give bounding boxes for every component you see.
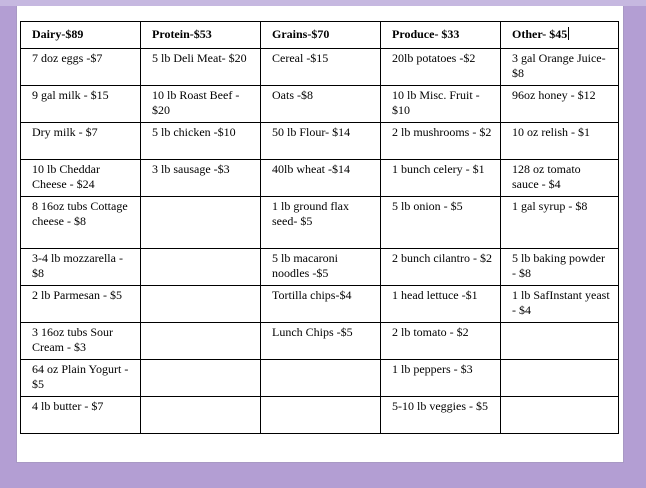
header-dairy[interactable]: Dairy-$89 xyxy=(21,22,141,49)
table-cell[interactable]: 96oz honey - $12 xyxy=(501,86,619,123)
table-cell[interactable]: 1 gal syrup - $8 xyxy=(501,197,619,249)
table-cell[interactable]: 2 lb mushrooms - $2 xyxy=(381,123,501,160)
table-cell[interactable]: 10 lb Roast Beef - $20 xyxy=(141,86,261,123)
table-cell[interactable] xyxy=(501,323,619,360)
table-cell[interactable]: 2 bunch cilantro - $2 xyxy=(381,249,501,286)
table-cell[interactable]: 2 lb Parmesan - $5 xyxy=(21,286,141,323)
grocery-budget-table xyxy=(20,21,619,434)
table-cell[interactable]: 10 lb Cheddar Cheese - $24 xyxy=(21,160,141,197)
table-row xyxy=(21,197,619,249)
table-cell[interactable] xyxy=(261,360,381,397)
table-cell[interactable]: Oats -$8 xyxy=(261,86,381,123)
table-row xyxy=(21,49,619,86)
table-row xyxy=(21,360,619,397)
header-produce[interactable]: Produce- $33 xyxy=(381,22,501,49)
table-cell[interactable]: Cereal -$15 xyxy=(261,49,381,86)
header-row xyxy=(21,22,619,49)
table-cell[interactable] xyxy=(501,360,619,397)
header-other[interactable] xyxy=(501,22,619,49)
table-cell[interactable]: 5-10 lb veggies - $5 xyxy=(381,397,501,434)
table-cell[interactable]: Dry milk - $7 xyxy=(21,123,141,160)
table-row xyxy=(21,123,619,160)
table-cell[interactable]: 5 lb macaroni noodles -$5 xyxy=(261,249,381,286)
table-cell[interactable] xyxy=(141,249,261,286)
header-other-label: Other- $45 xyxy=(512,27,568,41)
header-grains[interactable]: Grains-$70 xyxy=(261,22,381,49)
table-cell[interactable] xyxy=(141,286,261,323)
table-cell[interactable]: Tortilla chips-$4 xyxy=(261,286,381,323)
text-cursor xyxy=(568,27,569,40)
table-cell[interactable]: 2 lb tomato - $2 xyxy=(381,323,501,360)
table-row xyxy=(21,286,619,323)
table-cell[interactable] xyxy=(141,197,261,249)
document-page xyxy=(16,6,624,463)
header-protein[interactable]: Protein-$53 xyxy=(141,22,261,49)
table-cell[interactable]: 5 lb chicken -$10 xyxy=(141,123,261,160)
table-cell[interactable]: 3-4 lb mozzarella - $8 xyxy=(21,249,141,286)
table-cell[interactable]: 1 bunch celery - $1 xyxy=(381,160,501,197)
table-cell[interactable]: 7 doz eggs -$7 xyxy=(21,49,141,86)
table-cell[interactable]: 128 oz tomato sauce - $4 xyxy=(501,160,619,197)
table-cell[interactable]: Lunch Chips -$5 xyxy=(261,323,381,360)
table-cell[interactable]: 5 lb Deli Meat- $20 xyxy=(141,49,261,86)
table-cell[interactable]: 10 oz relish - $1 xyxy=(501,123,619,160)
table-row xyxy=(21,160,619,197)
table-cell[interactable]: 64 oz Plain Yogurt - $5 xyxy=(21,360,141,397)
table-cell[interactable]: 40lb wheat -$14 xyxy=(261,160,381,197)
table-cell[interactable] xyxy=(261,397,381,434)
table-row xyxy=(21,249,619,286)
table-cell[interactable]: 1 lb SafInstant yeast - $4 xyxy=(501,286,619,323)
table-row xyxy=(21,323,619,360)
table-cell[interactable]: 3 16oz tubs Sour Cream - $3 xyxy=(21,323,141,360)
table-cell[interactable]: 3 lb sausage -$3 xyxy=(141,160,261,197)
table-cell[interactable]: 3 gal Orange Juice- $8 xyxy=(501,49,619,86)
table-cell[interactable]: 1 head lettuce -$1 xyxy=(381,286,501,323)
table-row xyxy=(21,86,619,123)
table-cell[interactable]: 20lb potatoes -$2 xyxy=(381,49,501,86)
table-cell[interactable] xyxy=(141,397,261,434)
table-cell[interactable]: 9 gal milk - $15 xyxy=(21,86,141,123)
table-cell[interactable]: 1 lb ground flax seed- $5 xyxy=(261,197,381,249)
table-cell[interactable] xyxy=(141,360,261,397)
table-cell[interactable] xyxy=(501,397,619,434)
table-cell[interactable]: 1 lb peppers - $3 xyxy=(381,360,501,397)
table-cell[interactable]: 10 lb Misc. Fruit - $10 xyxy=(381,86,501,123)
table-cell[interactable]: 4 lb butter - $7 xyxy=(21,397,141,434)
table-cell[interactable] xyxy=(141,323,261,360)
table-cell[interactable]: 5 lb baking powder - $8 xyxy=(501,249,619,286)
table-row xyxy=(21,397,619,434)
table-cell[interactable]: 50 lb Flour- $14 xyxy=(261,123,381,160)
table-cell[interactable]: 5 lb onion - $5 xyxy=(381,197,501,249)
table-cell[interactable]: 8 16oz tubs Cottage cheese - $8 xyxy=(21,197,141,249)
